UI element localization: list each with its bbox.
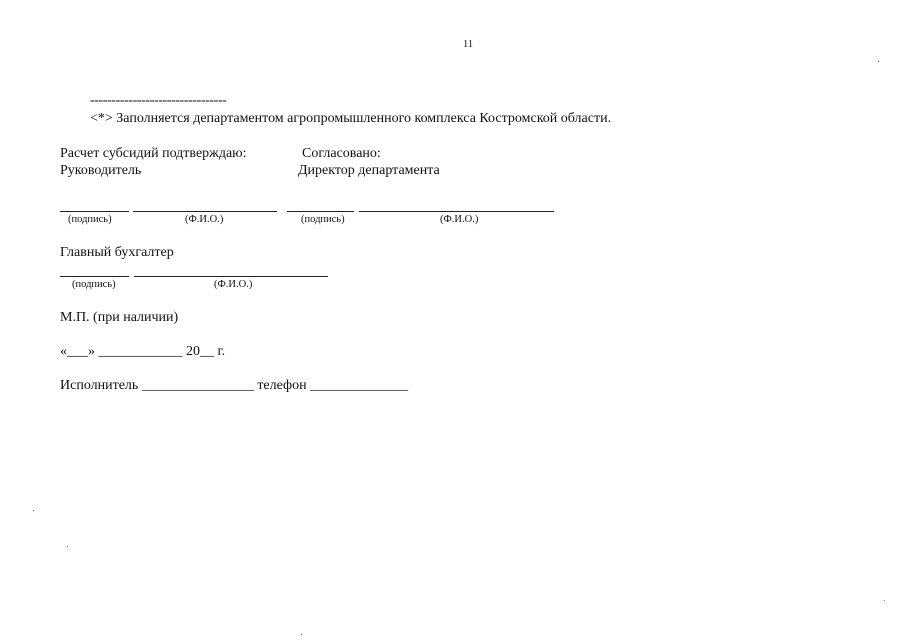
- phone-blank: ______________: [310, 378, 409, 393]
- accountant-role-label: Главный бухгалтер: [60, 245, 174, 260]
- phone-label: телефон: [257, 378, 307, 393]
- executor-row: [60, 379, 408, 393]
- head-role-label: Руководитель: [60, 163, 142, 178]
- accountant-name-line: [134, 276, 328, 277]
- scan-speck: [884, 600, 885, 601]
- agreed-label: Согласовано:: [302, 146, 381, 161]
- scan-speck: [878, 61, 879, 62]
- director-name-line: [359, 211, 554, 212]
- scan-speck: [33, 510, 34, 511]
- scan-speck: [67, 546, 68, 547]
- head-signature-line: [60, 211, 129, 212]
- director-signature-line: [287, 211, 354, 212]
- scan-speck: [301, 634, 302, 635]
- executor-label: Исполнитель: [60, 378, 139, 393]
- accountant-signature-caption: (подпись): [72, 279, 116, 290]
- accountant-signature-line: [60, 276, 129, 277]
- footnote-separator: --------------------------------: [90, 93, 227, 108]
- accountant-name-caption: (Ф.И.О.): [214, 279, 253, 290]
- head-signature-caption: (подпись): [68, 214, 112, 225]
- executor-blank: ________________: [141, 378, 254, 393]
- date-line: «___» ____________ 20__ г.: [60, 344, 226, 359]
- confirm-label: Расчет субсидий подтверждаю:: [60, 146, 247, 161]
- page-number: 11: [463, 39, 474, 50]
- director-role-label: Директор департамента: [298, 163, 440, 178]
- head-name-caption: (Ф.И.О.): [185, 214, 224, 225]
- director-signature-caption: (подпись): [301, 214, 345, 225]
- stamp-label: М.П. (при наличии): [60, 310, 179, 325]
- head-name-line: [133, 211, 277, 212]
- director-name-caption: (Ф.И.О.): [440, 214, 479, 225]
- footnote-text: <*> Заполняется департаментом агропромышленного комплекса Костромской области.: [90, 111, 612, 126]
